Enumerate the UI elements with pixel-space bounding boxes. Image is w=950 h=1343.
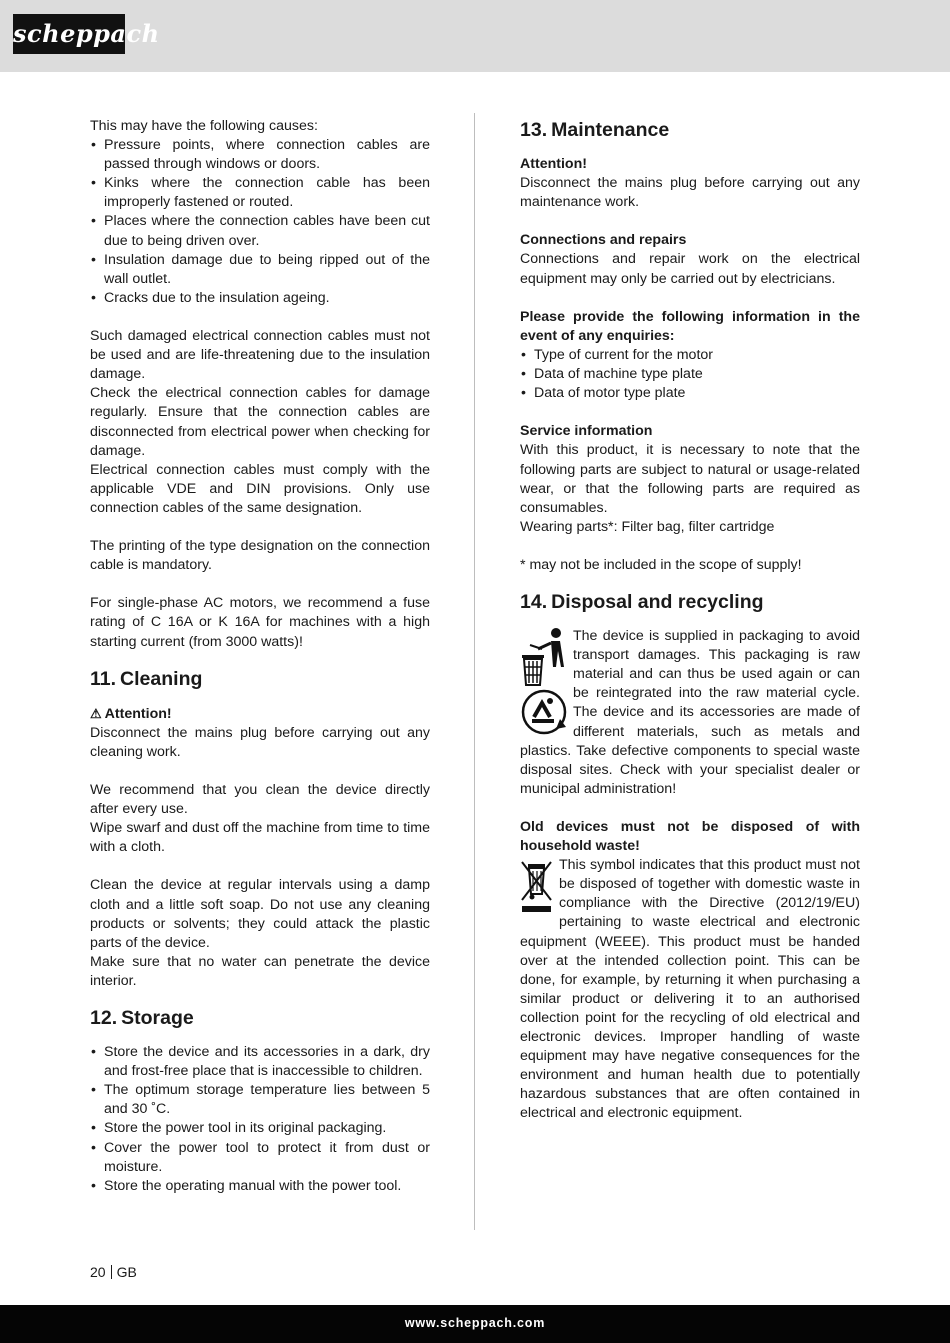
paragraph: Electrical connection cables must comply with the applicable VDE and DIN provisions. Only use connection cables of the same designation. bbox=[90, 461, 430, 516]
subheading: Service information bbox=[520, 423, 653, 440]
paragraph: Clean the device at regular intervals using a damp cloth and a little soft soap. Do not use any cleaning products or solvents; they could attack the plastic parts of the device. bbox=[90, 877, 430, 951]
paragraph: This symbol indicates that this product must not be disposed of together with domestic waste in compliance with the Directive (2012/19/EU) pertaining to waste electrical and electronic equipment (WEEE). This product must be handed over at the intended collection point. This can be done, for example, by returning it when purchasing a similar product or delivering it to an authorised collection point for the recycling of old electrical and electronic devices. Improper handling of waste equipment may have negative consequences for the environment and human health due to potentially hazardous substances that are often contained in electrical and electronic equipment. bbox=[520, 857, 860, 1122]
paragraph: We recommend that you clean the device directly after every use. bbox=[90, 782, 430, 818]
page-number: 20 GB bbox=[90, 1264, 137, 1280]
section-heading-maintenance: 13. Maintenance bbox=[520, 119, 670, 141]
packaging-block bbox=[520, 627, 860, 799]
recycling-icon bbox=[520, 689, 570, 735]
list-item: • Store the operating manual with the power tool. bbox=[90, 1177, 430, 1196]
list-item: • Store the device and its accessories in a dark, dry and frost-free place that is inaccessible to children. bbox=[90, 1043, 430, 1081]
paragraph: The printing of the type designation on the connection cable is mandatory. bbox=[90, 538, 430, 574]
list-item: • Type of current for the motor bbox=[520, 346, 860, 365]
warning-icon: ⚠ bbox=[90, 705, 102, 721]
left-column bbox=[90, 117, 430, 1196]
paragraph: Wipe swarf and dust off the machine from time to time with a cloth. bbox=[90, 820, 430, 856]
storage-list bbox=[90, 1043, 430, 1196]
paragraph: Check the electrical connection cables for damage regularly. Ensure that the connection cables are disconnected from electrical power when checking for damage. bbox=[90, 385, 430, 459]
paragraph: The device is supplied in packaging to avoid transport damages. This packaging is raw material and can thus be used again or can be reintegrated into the raw material cycle. The device and its accessories are made of different materials, such as metals and plastics. Take defective components to special waste disposal sites. Check with your specialist dealer or municipal administration! bbox=[520, 628, 860, 797]
list-item: • Pressure points, where connection cables are passed through windows or doors. bbox=[90, 136, 430, 174]
list-item: • Data of machine type plate bbox=[520, 365, 860, 384]
subheading: Connections and repairs bbox=[520, 232, 687, 249]
list-item: • Kinks where the connection cable has been improperly fastened or routed. bbox=[90, 174, 430, 212]
list-item: • The optimum storage temperature lies between 5 and 30 ˚C. bbox=[90, 1081, 430, 1119]
subheading: Old devices must not be disposed of with household waste! bbox=[520, 819, 860, 855]
list-item: • Insulation damage due to being ripped out of the wall outlet. bbox=[90, 251, 430, 289]
section-heading-cleaning: 11. Cleaning bbox=[90, 667, 203, 690]
footnote: * may not be included in the scope of supply! bbox=[520, 556, 802, 573]
enquiries-list bbox=[520, 346, 860, 403]
page-footer bbox=[0, 1305, 950, 1343]
weee-block bbox=[520, 856, 860, 1123]
website-link[interactable]: www.scheppach.com bbox=[404, 1316, 546, 1330]
attention-label: ⚠ Attention! bbox=[90, 705, 172, 722]
section-heading-disposal: 14. Disposal and recycling bbox=[520, 591, 764, 614]
brand-logo: scheppach bbox=[13, 14, 125, 54]
paragraph: With this product, it is necessary to note that the following parts are subject to natural or usage-related wear, or that the following parts are required as consumables. bbox=[520, 442, 860, 516]
causes-list bbox=[90, 136, 430, 308]
paragraph: Disconnect the mains plug before carrying out any cleaning work. bbox=[90, 724, 430, 760]
page-header bbox=[0, 0, 950, 72]
list-item: • Cover the power tool to protect it from dust or moisture. bbox=[90, 1139, 430, 1177]
subheading: Please provide the following information in the event of any enquiries: bbox=[520, 308, 860, 344]
column-divider bbox=[474, 113, 475, 1230]
trash-bin-person-icon bbox=[520, 627, 570, 689]
causes-intro: This may have the following causes: bbox=[90, 118, 318, 134]
paragraph: For single-phase AC motors, we recommend a fuse rating of C 16A or K 16A for machines with a high starting current (from 3000 watts)! bbox=[90, 595, 430, 650]
list-item: • Cracks due to the insulation ageing. bbox=[90, 289, 430, 308]
crossed-out-bin-icon bbox=[520, 858, 553, 916]
list-item: • Store the power tool in its original packaging. bbox=[90, 1119, 430, 1138]
paragraph: Wearing parts*: Filter bag, filter cartridge bbox=[520, 518, 775, 535]
right-column bbox=[520, 117, 860, 1124]
list-item: • Places where the connection cables have been cut due to being driven over. bbox=[90, 212, 430, 250]
paragraph: Connections and repair work on the electrical equipment may only be carried out by electricians. bbox=[520, 251, 860, 287]
attention-label: Attention! bbox=[520, 156, 587, 172]
paragraph: Make sure that no water can penetrate the device interior. bbox=[90, 953, 430, 989]
list-item: • Data of motor type plate bbox=[520, 384, 860, 403]
paragraph: Disconnect the mains plug before carrying out any maintenance work. bbox=[520, 175, 860, 211]
section-heading-storage: 12. Storage bbox=[90, 1007, 194, 1030]
disposal-icons bbox=[520, 627, 572, 735]
paragraph: Such damaged electrical connection cables must not be used and are life-threatening due to the insulation damage. bbox=[90, 328, 430, 383]
